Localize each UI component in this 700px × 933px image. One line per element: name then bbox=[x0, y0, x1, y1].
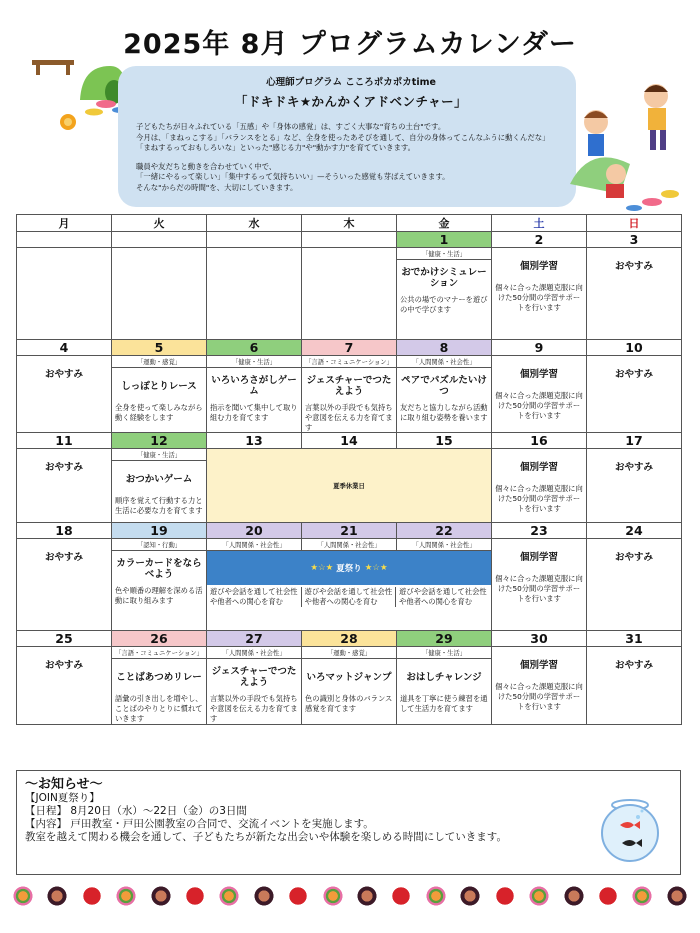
activity-title: ジェスチャーでつたえよう bbox=[306, 375, 392, 397]
category-tag: 「言語・コミュニケーション」 bbox=[302, 356, 397, 368]
intro-line: 今月は、「まねっこする」「バランスをとる」など、全身を使ったあそびを通して、自分の身体ってこんなふうに動くんだな」 bbox=[136, 132, 550, 142]
lantern-icon bbox=[597, 885, 619, 907]
activity-title: おつかいゲーム bbox=[125, 473, 193, 485]
date-cell: 31 bbox=[587, 631, 682, 647]
activity-title: 個別学習 bbox=[519, 551, 558, 563]
date-cell: 9 bbox=[492, 340, 587, 356]
weekday-sat: 土 bbox=[492, 215, 587, 232]
firework-icon bbox=[218, 885, 240, 907]
lantern-icon bbox=[390, 885, 412, 907]
drum-icon bbox=[563, 885, 585, 907]
category-tag: 「人間関係・社会性」 bbox=[207, 647, 302, 659]
activity-description: 個々に合った課題克服に向けた50分間の学習サポートを行います bbox=[495, 484, 583, 513]
date-cell: 25 bbox=[17, 631, 112, 647]
page-title: 2025年 8月 プログラムカレンダー bbox=[123, 29, 577, 60]
drum-icon bbox=[459, 885, 481, 907]
notice-line: 【日程】 8月20日（水）～22日（金）の3日間 bbox=[25, 805, 247, 817]
weekday-thu: 木 bbox=[302, 215, 397, 232]
activity-title: 個別学習 bbox=[519, 260, 558, 272]
date-row bbox=[17, 631, 682, 647]
firework-icon bbox=[322, 885, 344, 907]
activity-description: 順序を覚えて行動する力と生活に必要な力を育てます bbox=[115, 496, 203, 516]
activity-title: 個別学習 bbox=[519, 461, 558, 473]
summer-vacation-block: 夏季休業日 bbox=[207, 449, 492, 523]
activity-description: 個々に合った課題克服に向けた50分間の学習サポートを行います bbox=[495, 283, 583, 312]
date-row bbox=[17, 232, 682, 248]
star-icon: ★☆★ bbox=[364, 563, 388, 574]
activity-title: しっぽとりレース bbox=[121, 380, 197, 392]
date-cell: 16 bbox=[492, 433, 587, 449]
activity-description: 言葉以外の手段でも気持ちや意図を伝える力を育てます bbox=[305, 403, 393, 432]
category-tag: 「健康・生活」 bbox=[112, 449, 207, 461]
date-cell: 28 bbox=[302, 631, 397, 647]
notice-heading: ～お知らせ～ bbox=[25, 777, 103, 792]
intro-line: そんな"からだの時間"を、大切にしていきます。 bbox=[136, 182, 298, 192]
date-cell: 15 bbox=[397, 433, 492, 449]
activity-title: おでかけシミュレーション bbox=[401, 267, 487, 289]
activity-description: 公共の場でのマナーを遊びの中で学びます bbox=[400, 295, 488, 314]
off-label: おやすみ bbox=[614, 368, 653, 380]
category-tag: 「認知・行動」 bbox=[112, 539, 207, 551]
notice-line: 【内容】 戸田教室・戸田公園教室の合同で、交流イベントを実施します。 bbox=[25, 818, 374, 830]
date-cell: 22 bbox=[397, 523, 492, 539]
date-cell: 19 bbox=[112, 523, 207, 539]
program-subheading: 「ドキドキ★かんかくアドベンチャー」 bbox=[234, 94, 468, 109]
category-tag: 「健康・生活」 bbox=[397, 647, 492, 659]
activity-description: 指示を聞いて集中して取り組む力を育てます bbox=[210, 403, 298, 422]
off-label: おやすみ bbox=[614, 461, 653, 473]
date-cell: 13 bbox=[207, 433, 302, 449]
intro-line: 「一緒にやるって楽しい」「集中するって気持ちいい」—そういった感覚も芽ばえていきます。 bbox=[136, 172, 450, 181]
category-tag: 「運動・感覚」 bbox=[112, 356, 207, 368]
activity-description: 個々に合った課題克服に向けた50分間の学習サポートを行います bbox=[495, 391, 583, 420]
intro-panel bbox=[118, 66, 576, 207]
date-cell: 5 bbox=[112, 340, 207, 356]
date-cell: 4 bbox=[17, 340, 112, 356]
category-tag: 「健康・生活」 bbox=[207, 356, 302, 368]
date-row bbox=[17, 523, 682, 539]
category-tag: 「運動・感覚」 bbox=[302, 647, 397, 659]
date-cell: 6 bbox=[207, 340, 302, 356]
firework-icon bbox=[115, 885, 137, 907]
off-label: おやすみ bbox=[614, 659, 653, 671]
activity-description: 遊びや会話を通して社会性や他者への関心を育む bbox=[207, 587, 302, 607]
firework-icon bbox=[425, 885, 447, 907]
tag-row bbox=[17, 539, 682, 551]
intro-paragraph-1 bbox=[136, 122, 566, 154]
weekday-sun: 日 bbox=[587, 215, 682, 232]
activity-description: 遊びや会話を通して社会性や他者への関心を育む bbox=[399, 587, 487, 607]
weekday-fri: 金 bbox=[397, 215, 492, 232]
date-cell: 18 bbox=[17, 523, 112, 539]
lantern-icon bbox=[287, 885, 309, 907]
drum-icon bbox=[666, 885, 688, 907]
activity-description: 全身を使って楽しみながら動く経験をします bbox=[115, 403, 203, 422]
intro-line: 職員や友だちと動きを合わせていく中で、 bbox=[136, 161, 277, 171]
date-cell: 3 bbox=[587, 232, 682, 248]
activity-description: 言葉以外の手段でも気持ちや意図を伝える力を育てます bbox=[210, 694, 298, 723]
tag-row bbox=[17, 449, 682, 461]
lantern-icon bbox=[81, 885, 103, 907]
activity-title: ペアでパズルたいけつ bbox=[401, 375, 487, 397]
calendar-table bbox=[16, 214, 682, 725]
date-cell: 17 bbox=[587, 433, 682, 449]
weekday-header-row bbox=[17, 215, 682, 232]
activity-title: おはしチャレンジ bbox=[406, 671, 482, 683]
date-cell: 7 bbox=[302, 340, 397, 356]
off-label: おやすみ bbox=[44, 368, 83, 380]
date-row bbox=[17, 433, 682, 449]
activity-title: ジェスチャーでつたえよう bbox=[211, 666, 297, 689]
star-icon: ★☆★ bbox=[310, 563, 334, 574]
drum-icon bbox=[356, 885, 378, 907]
drum-icon bbox=[46, 885, 68, 907]
activity-description: 語彙の引き出しを増やし、ことばのやりとりに慣れていきます bbox=[115, 694, 203, 723]
date-cell: 8 bbox=[397, 340, 492, 356]
drum-icon bbox=[150, 885, 172, 907]
date-cell: 1 bbox=[397, 232, 492, 248]
goldfish-bowl-icon bbox=[594, 793, 666, 865]
summer-festival-banner bbox=[207, 551, 491, 585]
activity-description: 個々に合った課題克服に向けた50分間の学習サポートを行います bbox=[495, 574, 583, 603]
tag-row bbox=[17, 356, 682, 368]
off-label: おやすみ bbox=[614, 260, 653, 272]
date-cell: 2 bbox=[492, 232, 587, 248]
date-cell: 27 bbox=[207, 631, 302, 647]
activity-title: ことばあつめリレー bbox=[116, 671, 202, 683]
activity-title: カラーカードをならべよう bbox=[116, 558, 202, 581]
activity-description: 遊びや会話を通して社会性や他者への関心を育む bbox=[302, 587, 397, 607]
firework-icon bbox=[12, 885, 34, 907]
intro-line: 子どもたちが日々ふれている「五感」や「身体の感覚」は、すごく大事な"育ちの土台"です。 bbox=[136, 122, 446, 131]
activity-description: 個々に合った課題克服に向けた50分間の学習サポートを行います bbox=[495, 682, 583, 711]
activity-description: 色や順番の理解を深める活動に取り組みます bbox=[115, 586, 203, 606]
weekday-mon: 月 bbox=[17, 215, 112, 232]
activity-title: いろマットジャンプ bbox=[306, 671, 392, 683]
off-label: おやすみ bbox=[44, 659, 83, 671]
category-tag: 「人間関係・社会性」 bbox=[397, 539, 492, 551]
activity-description: 色の識別と身体のバランス感覚を育てます bbox=[305, 694, 393, 714]
lantern-icon bbox=[494, 885, 516, 907]
firework-icon bbox=[631, 885, 653, 907]
lantern-icon bbox=[184, 885, 206, 907]
firework-icon bbox=[528, 885, 550, 907]
activity-description: 道具を丁寧に使う練習を通して生活力を育てます bbox=[400, 694, 488, 714]
program-heading: 心理師プログラム こころポカポカtime bbox=[266, 77, 436, 88]
date-cell: 21 bbox=[302, 523, 397, 539]
playground-illustration bbox=[30, 52, 130, 132]
tag-row bbox=[17, 248, 682, 260]
date-cell: 30 bbox=[492, 631, 587, 647]
summer-festival-label: 夏祭り bbox=[336, 564, 362, 575]
date-cell: 24 bbox=[587, 523, 682, 539]
activity-title: 個別学習 bbox=[519, 659, 558, 671]
off-label: おやすみ bbox=[44, 461, 83, 473]
date-cell: 10 bbox=[587, 340, 682, 356]
off-label: おやすみ bbox=[44, 551, 83, 563]
tag-row bbox=[17, 647, 682, 659]
weekday-wed: 水 bbox=[207, 215, 302, 232]
date-row bbox=[17, 340, 682, 356]
category-tag: 「人間関係・社会性」 bbox=[397, 356, 492, 368]
weekday-tue: 火 bbox=[112, 215, 207, 232]
off-label: おやすみ bbox=[614, 551, 653, 563]
category-tag: 「人間関係・社会性」 bbox=[207, 539, 302, 551]
intro-line: 「まねするっておもしろいな」といった"感じる力"や"動かす力"を育てていきます。 bbox=[136, 143, 416, 152]
date-cell: 12 bbox=[112, 433, 207, 449]
activity-title: いろいろさがしゲーム bbox=[211, 375, 297, 397]
children-illustration bbox=[560, 74, 690, 214]
notice-line: 【JOIN夏祭り】 bbox=[25, 792, 100, 804]
activity-title: 個別学習 bbox=[519, 368, 558, 380]
category-tag: 「人間関係・社会性」 bbox=[302, 539, 397, 551]
decorative-border bbox=[12, 883, 688, 909]
date-cell: 23 bbox=[492, 523, 587, 539]
intro-paragraph-2 bbox=[136, 162, 566, 194]
date-cell: 20 bbox=[207, 523, 302, 539]
drum-icon bbox=[253, 885, 275, 907]
category-tag: 「言語・コミュニケーション」 bbox=[112, 647, 207, 659]
date-cell: 11 bbox=[17, 433, 112, 449]
notice-line: 教室を越えて関わる機会を通して、子どもたちが新たな出会いや体験を楽しめる時間にしていきます。 bbox=[25, 831, 507, 843]
date-cell: 29 bbox=[397, 631, 492, 647]
date-cell: 26 bbox=[112, 631, 207, 647]
category-tag: 「健康・生活」 bbox=[397, 248, 492, 260]
date-cell: 14 bbox=[302, 433, 397, 449]
activity-description: 友だちと協力しながら活動に取り組む姿勢を養います bbox=[400, 403, 488, 422]
notice-box bbox=[16, 770, 681, 875]
